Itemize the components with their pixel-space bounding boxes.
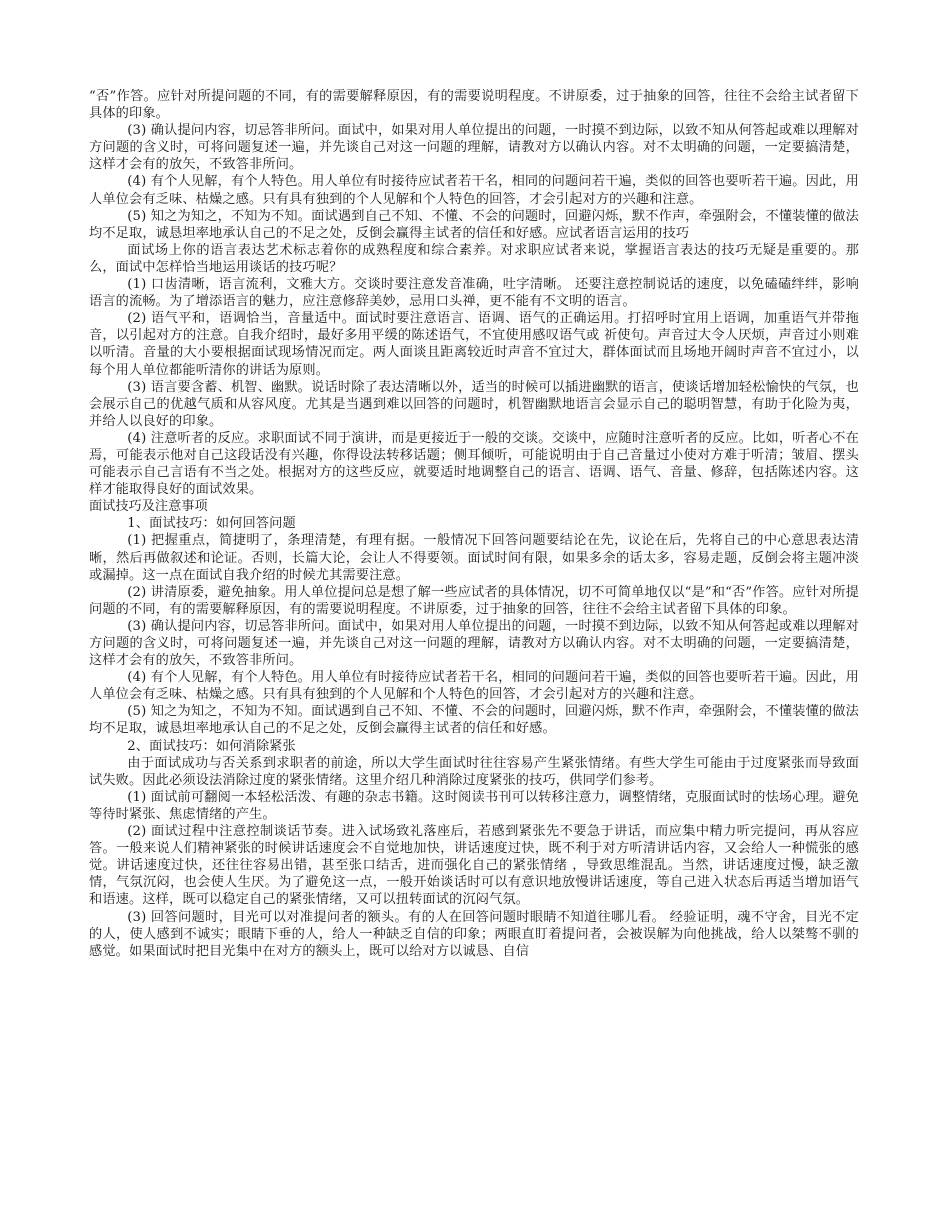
paragraph-humor: (3) 语言要含蓄、机智、幽默。说话时除了表达清晰以外，适当的时候可以插进幽默的语言，使谈话增加轻松愉快的气氛，也会展示自己的优越气质和从容风度。尤其是当遇到难以回答的问题时，机智幽默地语言会显示自己的聪明智慧，有助于化险为夷，并给人以良好的印象。: [89, 379, 859, 429]
paragraph-explain-reasons: (2) 讲清原委，避免抽象。用人单位提问总是想了解一些应试者的具体情况，切不可简单地仅以“是”和“否”作答。应针对所提问题的不同，有的需要解释原因，有的需要说明程度。不讲原委，过于抽象的回答，往往不会给主试者留下具体的印象。: [89, 584, 859, 617]
paragraph-key-points: (1) 把握重点，简捷明了，条理清楚，有理有据。一般情况下回答问题要结论在先，议论在后，先将自己的中心意思表达清晰，然后再做叙述和论证。否则，长篇大论，会让人不得要领。面试时间有限，如果多余的话太多，容易走题，反倒会将主题冲淡或漏掉。这一点在面试自我介绍的时候尤其需要注意。: [89, 533, 859, 583]
subsection-heading-nerves: 2、面试技巧：如何消除紧张: [127, 738, 296, 754]
paragraph-know-what-you-know-2: (5) 知之为知之，不知为不知。面试遇到自己不知、不懂、不会的问题时，回避闪烁，默不作声，牵强附会，不懂装懂的做法均不足取，诚恳坦率地承认自己的不足之处，反倒会赢得主试者的信任和好感。: [89, 704, 859, 737]
subsection-heading-answer: 1、面试技巧：如何回答问题: [127, 516, 296, 532]
paragraph-continued-answer: “否”作答。应针对所提问题的不同，有的需要解释原因，有的需要说明程度。不讲原委，过于抽象的回答，往往不会给主试者留下具体的印象。: [89, 89, 859, 122]
paragraph-know-what-you-know: (5) 知之为知之，不知为不知。面试遇到自己不知、不懂、不会的问题时，回避闪烁，默不作声，牵强附会，不懂装懂的做法均不足取，诚恳坦率地承认自己的不足之处，反倒会赢得主试者的信任和好感。应试者语言运用的技巧: [89, 208, 859, 241]
paragraph-speech-pace: (2) 面试过程中注意控制谈话节奏。进入试场致礼落座后，若感到紧张先不要急于讲话，而应集中精力听完提问，再从容应答。一般来说人们精神紧张的时候讲话速度会不自觉地加快，讲话速度过快，既不利于对方听清讲话内容，又会给人一种慌张的感觉。讲话速度过快，还往往容易出错，甚至张口结舌，进而强化自己的紧张情绪 ，导致思维混乱。当然，讲话速度过慢，缺乏激情，气氛沉闷，也会使人生厌。为了避免这一点，一般开始谈话时可以有意识地放慢讲话速度，等自己进入状态后再适当增加语气和语速。这样，既可以稳定自己的紧张情绪，又可以扭转面试的沉闷气氛。: [89, 824, 859, 908]
paragraph-nerves-intro: 由于面试成功与否关系到求职者的前途，所以大学生面试时往往容易产生紧张情绪。有些大学生可能由于过度紧张而导致面试失败。因此必须设法消除过度的紧张情绪。这里介绍几种消除过度紧张的技巧，供同学们参考。: [89, 755, 859, 788]
paragraph-listener-reaction: (4) 注意听者的反应。求职面试不同于演讲，而是更接近于一般的交谈。交谈中，应随时注意听者的反应。比如，听者心不在焉，可能表示他对自己这段话没有兴趣，你得设法转移话题；侧耳倾听，可能说明由于自己音量过小使对方难于听清；皱眉、摆头可能表示自己言语有不当之处。根据对方的这些反应，就要适时地调整自己的语言、语调、语气、音量、修辞，包括陈述内容。这样才能取得良好的面试效果。: [89, 430, 859, 498]
section-heading: 面试技巧及注意事项: [89, 499, 208, 515]
paragraph-eye-contact: (3) 回答问题时，目光可以对准提问者的额头。有的人在回答问题时眼睛不知道往哪儿看。 经验证明，魂不守舍，目光不定的人，使人感到不诚实；眼睛下垂的人，给人一种缺乏自信的印象；两眼直盯着提问者，会被误解为向他挑战，给人以桀骜不驯的感觉。如果面试时把目光集中在对方的额头上，既可以给对方以诚恳、自信: [89, 909, 859, 959]
paragraph-clear-speech: (1) 口齿清晰，语言流利，文雅大方。交谈时要注意发音准确，吐字清晰。 还要注意控制说话的速度，以免磕磕绊绊，影响语言的流畅。为了增添语言的魅力，应注意修辞美妙，忌用口头禅，更不能有不文明的语言。: [89, 277, 859, 310]
document-page: [89, 88, 859, 1218]
paragraph-language-intro: 面试场上你的语言表达艺术标志着你的成熟程度和综合素养。对求职应试者来说，掌握语言表达的技巧无疑是重要的。那么，面试中怎样恰当地运用谈话的技巧呢？: [89, 242, 859, 275]
paragraph-tone-volume: (2) 语气平和，语调恰当，音量适中。面试时要注意语言、语调、语气的正确运用。打招呼时宜用上语调，加重语气并带拖音，以引起对方的注意。自我介绍时，最好多用平缓的陈述语气，不宜使用感叹语气或 祈使句。声音过大令人厌烦，声音过小则难以听清。音量的大小要根据面试现场情况而定。两人面谈且距离较近时声音不宜过大，群体面试而且场地开阔时声音不宜过小，以每个用人单位都能听清你的讲话为原则。: [89, 311, 859, 378]
paragraph-read-magazine: (1) 面试前可翻阅一本轻松活泼、有趣的杂志书籍。这时阅读书刊可以转移注意力，调整情绪，克服面试时的怯场心理。避免等待时紧张、焦虑情绪的产生。: [89, 789, 859, 822]
paragraph-confirm-question: (3) 确认提问内容，切忌答非所问。面试中，如果对用人单位提出的问题，一时摸不到边际，以致不知从何答起或难以理解对方问题的含义时，可将问题复述一遍，并先谈自己对这一问题的理解，请教对方以确认内容。对不太明确的问题，一定要搞清楚，这样才会有的放矢，不致答非所问。: [89, 123, 859, 173]
paragraph-personal-view: (4) 有个人见解，有个人特色。用人单位有时接待应试者若干名，相同的问题问若干遍，类似的回答也要听若干遍。因此，用人单位会有乏味、枯燥之感。只有具有独到的个人见解和个人特色的回答，才会引起对方的兴趣和注意。: [89, 174, 859, 207]
paragraph-confirm-question-2: (3) 确认提问内容，切忌答非所问。面试中，如果对用人单位提出的问题，一时摸不到边际，以致不知从何答起或难以理解对方问题的含义时，可将问题复述一遍，并先谈自己对这一问题的理解，请教对方以确认内容。对不太明确的问题，一定要搞清楚，这样才会有的放矢，不致答非所问。: [89, 618, 859, 669]
paragraph-personal-view-2: (4) 有个人见解，有个人特色。用人单位有时接待应试者若干名，相同的问题问若干遍，类似的回答也要听若干遍。因此，用人单位会有乏味、枯燥之感。只有具有独到的个人见解和个人特色的回答，才会引起对方的兴趣和注意。: [89, 670, 859, 703]
